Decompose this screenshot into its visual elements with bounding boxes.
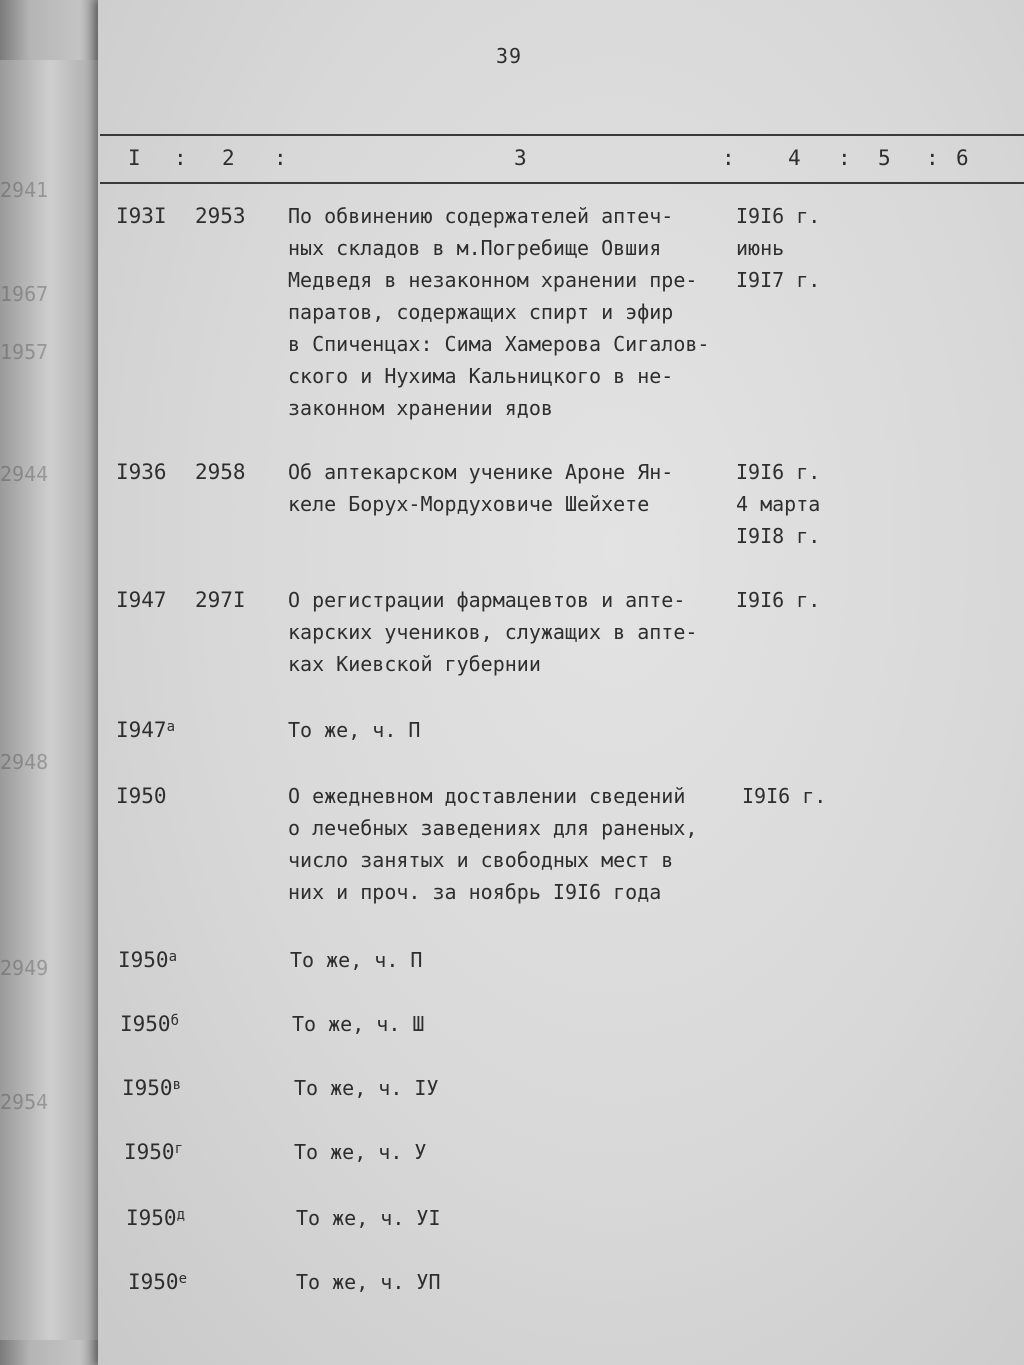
row-code: 2958	[195, 460, 246, 484]
row-number: $I950^в$	[122, 1076, 182, 1100]
page-number: 39	[496, 44, 523, 68]
register-page	[98, 0, 1024, 1365]
row-description: То же, ч. П	[288, 718, 421, 742]
row-dates: I9I6 г. июнь I9I7 г.	[736, 204, 821, 292]
header-col-6: 6	[956, 146, 969, 170]
underlying-page-mark: 2949	[0, 956, 49, 980]
row-number: $I950^д$	[126, 1206, 186, 1230]
underlying-page-mark: 2948	[0, 750, 49, 774]
underlying-page-mark: 2944	[0, 462, 49, 486]
row-description: То же, ч. УI	[296, 1206, 441, 1230]
row-description: То же, ч. У	[294, 1140, 427, 1164]
row-code: 2953	[195, 204, 246, 228]
underlying-page-mark: 1967	[0, 282, 49, 306]
underlying-page-mark: 1957	[0, 340, 49, 364]
row-description: То же, ч. П	[290, 948, 423, 972]
row-description: О регистрации фармацевтов и апте- карских учеников, служащих в апте- ках Киевской губернии	[288, 588, 698, 676]
header-separator: :	[174, 146, 187, 170]
row-description: По обвинению содержателей аптеч- ных складов в м.Погребище Овшия Медведя в незаконном хранении пре- паратов, содержащих спирт и эфир в Спиченцах: Сима Хамерова Сигалов- ского и Нухима Кальницкого в не- законном хранении ядов	[288, 204, 710, 420]
header-col-4: 4	[788, 146, 801, 170]
row-number: I947	[116, 588, 167, 612]
row-number: $I950^а$	[118, 948, 178, 972]
row-number: $I947^а$	[116, 718, 176, 742]
row-dates: I9I6 г. 4 марта I9I8 г.	[736, 460, 821, 548]
row-number: I950	[116, 784, 167, 808]
row-number: $I950^б$	[120, 1012, 180, 1036]
row-code: 297I	[195, 588, 246, 612]
row-description: То же, ч. Ш	[292, 1012, 425, 1036]
underlying-page	[0, 60, 100, 1340]
header-top-rule	[100, 134, 1024, 136]
header-col-3: 3	[514, 146, 527, 170]
header-separator: :	[926, 146, 939, 170]
row-number: $I950^е$	[128, 1270, 188, 1294]
row-dates: I9I6 г.	[742, 784, 827, 808]
row-description: О ежедневном доставлении сведений о лечебных заведениях для раненых, число занятых и свободных мест в них и проч. за ноябрь I9I6 года	[288, 784, 698, 904]
header-col-2: 2	[222, 146, 235, 170]
underlying-page-mark: 2941	[0, 178, 49, 202]
row-description: То же, ч. УП	[296, 1270, 441, 1294]
header-separator: :	[838, 146, 851, 170]
row-number: $I950^г$	[124, 1140, 184, 1164]
header-separator: :	[722, 146, 735, 170]
row-description: Об аптекарском ученике Ароне Ян- келе Борух-Мордуховиче Шейхете	[288, 460, 674, 516]
row-description: То же, ч. IУ	[294, 1076, 439, 1100]
header-separator: :	[274, 146, 287, 170]
header-bottom-rule	[100, 182, 1024, 184]
row-dates: I9I6 г.	[736, 588, 821, 612]
header-col-1: I	[128, 146, 141, 170]
row-number: I936	[116, 460, 167, 484]
header-col-5: 5	[878, 146, 891, 170]
row-number: I93I	[116, 204, 167, 228]
underlying-page-mark: 2954	[0, 1090, 49, 1114]
